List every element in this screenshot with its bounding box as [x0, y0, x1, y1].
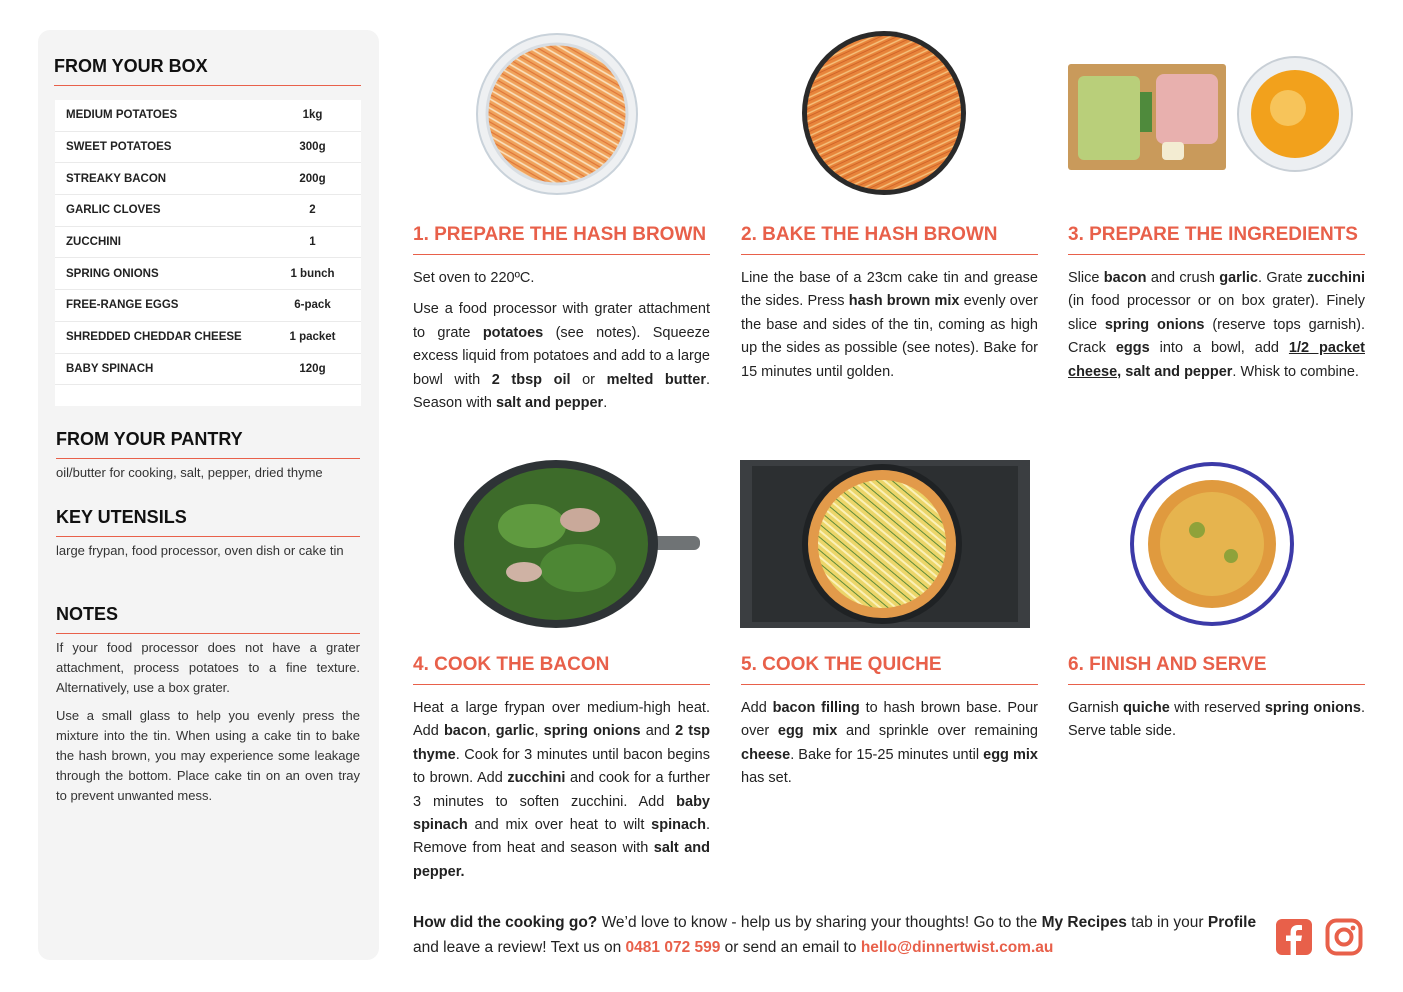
- step-title: 3. PREPARE THE INGREDIENTS: [1068, 224, 1365, 255]
- footer-text: We’d love to know - help us by sharing your thoughts! Go to the: [597, 914, 1042, 931]
- step-title: 4. COOK THE BACON: [413, 654, 710, 685]
- text-run: (in food processor or on box grater). Finely slice: [1068, 293, 1365, 333]
- bold-text: spinach: [651, 817, 706, 834]
- utensils-text: large frypan, food processor, oven dish or cake tin: [56, 543, 344, 558]
- ingredient-name: GARLIC CLOVES: [66, 204, 161, 217]
- bold-text: bacon filling: [772, 700, 860, 716]
- text-run: ,: [486, 723, 496, 740]
- bold-text: baby spinach: [413, 793, 710, 834]
- step-paragraph: Set oven to 220ºC.: [413, 270, 535, 286]
- step-text: [741, 697, 1038, 791]
- hash-brown-tin-photo: [800, 30, 968, 196]
- text-run: and: [640, 723, 676, 740]
- bold-text: salt and pepper.: [413, 840, 710, 880]
- facebook-icon[interactable]: [1275, 918, 1313, 956]
- step-paragraph: [1068, 267, 1365, 384]
- footer-question: How did the cooking go?: [413, 914, 598, 931]
- bold-text: melted butter: [606, 371, 706, 388]
- quiche-tray-photo: [740, 460, 1030, 628]
- text-run: . Cook for 3 minutes until bacon begins to brown. Add: [413, 746, 710, 787]
- quiche-plate-photo: [1127, 460, 1297, 628]
- step-paragraph: [741, 267, 1038, 384]
- step-paragraph: [1068, 697, 1365, 744]
- ingredient-qty: 1 packet: [289, 331, 336, 344]
- step-3: [1068, 224, 1365, 392]
- bold-text: egg mix: [983, 746, 1038, 763]
- footer-text: tab in your: [1126, 914, 1208, 931]
- footer-text: and leave a review! Text us on: [413, 939, 626, 956]
- text-run: into a bowl, add: [1149, 340, 1289, 357]
- bold-text: spring onions: [1264, 700, 1361, 716]
- text-run: Slice: [1068, 270, 1104, 286]
- text-run: ,: [534, 723, 544, 740]
- step-title: 5. COOK THE QUICHE: [741, 654, 1038, 685]
- profile-label: Profile: [1207, 914, 1257, 931]
- text-run: evenly over the base and sides of the tin, coming as high up the sides as possible (see notes). Bake for 15 minutes until golden.: [741, 293, 1038, 380]
- bold-text: zucchini: [1306, 270, 1365, 286]
- ingredients-prep-photo: [1068, 56, 1358, 176]
- table-row: [55, 258, 361, 290]
- bold-text: bacon: [1103, 270, 1147, 286]
- phone-link[interactable]: 0481 072 599: [625, 939, 721, 956]
- text-run: . Bake for 15-25 minutes until: [790, 746, 984, 763]
- step-text: [413, 267, 710, 415]
- text-run: . Remove from heat and season with: [413, 817, 710, 857]
- ingredient-qty: 200g: [299, 172, 326, 185]
- step-text: [1068, 267, 1365, 384]
- text-run: . Grate: [1257, 270, 1307, 286]
- step-text: [413, 697, 710, 884]
- bold-text: 2 tsp thyme: [413, 723, 711, 763]
- note-paragraph: If your food processor does not have a grater attachment, process potatoes to a fine texture. Alternatively, use a box grater.: [56, 640, 360, 695]
- text-run: and crush: [1146, 270, 1220, 286]
- ingredient-qty: 6-pack: [294, 299, 331, 312]
- notes-text: [56, 638, 360, 814]
- step-paragraph: [413, 697, 710, 884]
- text-run: has set.: [741, 770, 792, 787]
- ingredient-name: ZUCCHINI: [66, 236, 121, 249]
- ingredient-name: MEDIUM POTATOES: [66, 109, 178, 122]
- text-run: (reserve tops garnish). Crack: [1068, 316, 1366, 357]
- bold-text: hash brown mix: [848, 293, 960, 310]
- text-run: . Whisk to combine.: [1232, 363, 1359, 380]
- table-row: [55, 195, 361, 227]
- ingredient-name: FREE-RANGE EGGS: [66, 299, 179, 312]
- ingredient-name: BABY SPINACH: [66, 362, 154, 375]
- box-title: FROM YOUR BOX: [54, 56, 361, 86]
- pantry-text: oil/butter for cooking, salt, pepper, dried thyme: [56, 465, 323, 480]
- ingredient-name: STREAKY BACON: [66, 172, 167, 185]
- note-paragraph: Use a small glass to help you evenly press the mixture into the tin. When using a cake tin to bake the hash brown, you may experience some leakage through the bottom. Place cake tin on an oven tray to prevent unwanted mess.: [56, 708, 360, 803]
- step-paragraph: [741, 697, 1038, 791]
- ingredient-name: SHREDDED CHEDDAR CHEESE: [66, 331, 242, 344]
- bold-text: egg mix: [777, 723, 838, 740]
- ingredient-qty: 1 bunch: [290, 267, 335, 280]
- step-4: [413, 654, 710, 892]
- text-run: . Serve table side.: [1068, 700, 1365, 740]
- step-text: [1068, 697, 1365, 744]
- ingredients-table: [55, 100, 361, 406]
- ingredient-name: SPRING ONIONS: [66, 267, 159, 280]
- table-row: [55, 227, 361, 259]
- bold-text: spring onions: [1104, 316, 1205, 333]
- text-run: (see notes). Squeeze excess liquid from potatoes and add to a large bowl with: [413, 324, 710, 388]
- step-title: 1. PREPARE THE HASH BROWN: [413, 224, 710, 255]
- frypan-photo: [452, 460, 702, 628]
- table-row: [55, 100, 361, 132]
- text-run: Add: [741, 700, 773, 716]
- utensils-title: KEY UTENSILS: [56, 507, 360, 537]
- ingredient-qty: 1kg: [302, 109, 323, 122]
- table-row: [55, 354, 361, 386]
- feedback-footer: [413, 910, 1263, 960]
- step-paragraph: [413, 298, 710, 415]
- step-1: [413, 224, 710, 423]
- text-run: . Season with: [413, 371, 711, 412]
- text-run: and sprinkle over remaining: [837, 723, 1038, 740]
- pantry-title: FROM YOUR PANTRY: [56, 429, 360, 459]
- underlined-text: 1/2 packet cheese,: [1068, 340, 1365, 380]
- bold-text: spring onions: [543, 723, 641, 740]
- notes-title: NOTES: [56, 604, 360, 634]
- bold-text: eggs: [1115, 340, 1150, 357]
- bold-text: 2 tbsp oil: [491, 371, 571, 388]
- ingredient-qty: 1: [309, 236, 316, 249]
- bold-text: bacon: [443, 723, 487, 740]
- step-2: [741, 224, 1038, 392]
- text-run: and cook for a further 3 minutes to soften zucchini. Add: [413, 770, 710, 810]
- my-recipes-label: My Recipes: [1041, 914, 1127, 931]
- text-run: or: [570, 371, 607, 388]
- ingredient-qty: 2: [309, 204, 316, 217]
- text-run: Garnish: [1068, 700, 1124, 716]
- bold-text: garlic: [1219, 270, 1258, 286]
- text-run: with reserved: [1169, 700, 1265, 716]
- table-row: [55, 163, 361, 195]
- table-row: [55, 322, 361, 354]
- bold-text: zucchini: [507, 770, 566, 787]
- bold-text: potatoes: [482, 324, 544, 341]
- instagram-icon[interactable]: [1325, 918, 1363, 956]
- text-run: Heat a large frypan over medium-high heat. Add: [413, 700, 710, 740]
- step-5: [741, 654, 1038, 799]
- bold-text: salt and pepper: [1125, 363, 1233, 380]
- text-run: Line the base of a 23cm cake tin and grease the sides. Press: [741, 270, 1038, 310]
- bold-text: garlic: [495, 723, 535, 740]
- text-run: and mix over heat to wilt: [467, 817, 652, 834]
- step-title: 6. FINISH AND SERVE: [1068, 654, 1365, 685]
- bold-text: salt and pepper: [496, 395, 604, 412]
- step-6: [1068, 654, 1365, 752]
- bold-text: cheese: [741, 746, 791, 763]
- ingredient-name: SWEET POTATOES: [66, 141, 172, 154]
- text-run: Use a food processor with grater attachment to grate: [413, 301, 710, 341]
- grated-potatoes-photo: [474, 32, 640, 196]
- table-row: [55, 290, 361, 322]
- email-link[interactable]: hello@dinnertwist.com.au: [860, 939, 1054, 956]
- footer-text: or send an email to: [720, 939, 861, 956]
- step-text: [741, 267, 1038, 384]
- text-run: to hash brown base. Pour over: [741, 700, 1038, 740]
- ingredient-qty: 300g: [299, 141, 326, 154]
- bold-text: quiche: [1123, 700, 1170, 716]
- ingredient-qty: 120g: [299, 362, 326, 375]
- text-run: .: [603, 395, 608, 412]
- table-row: [55, 132, 361, 164]
- step-title: 2. BAKE THE HASH BROWN: [741, 224, 1038, 255]
